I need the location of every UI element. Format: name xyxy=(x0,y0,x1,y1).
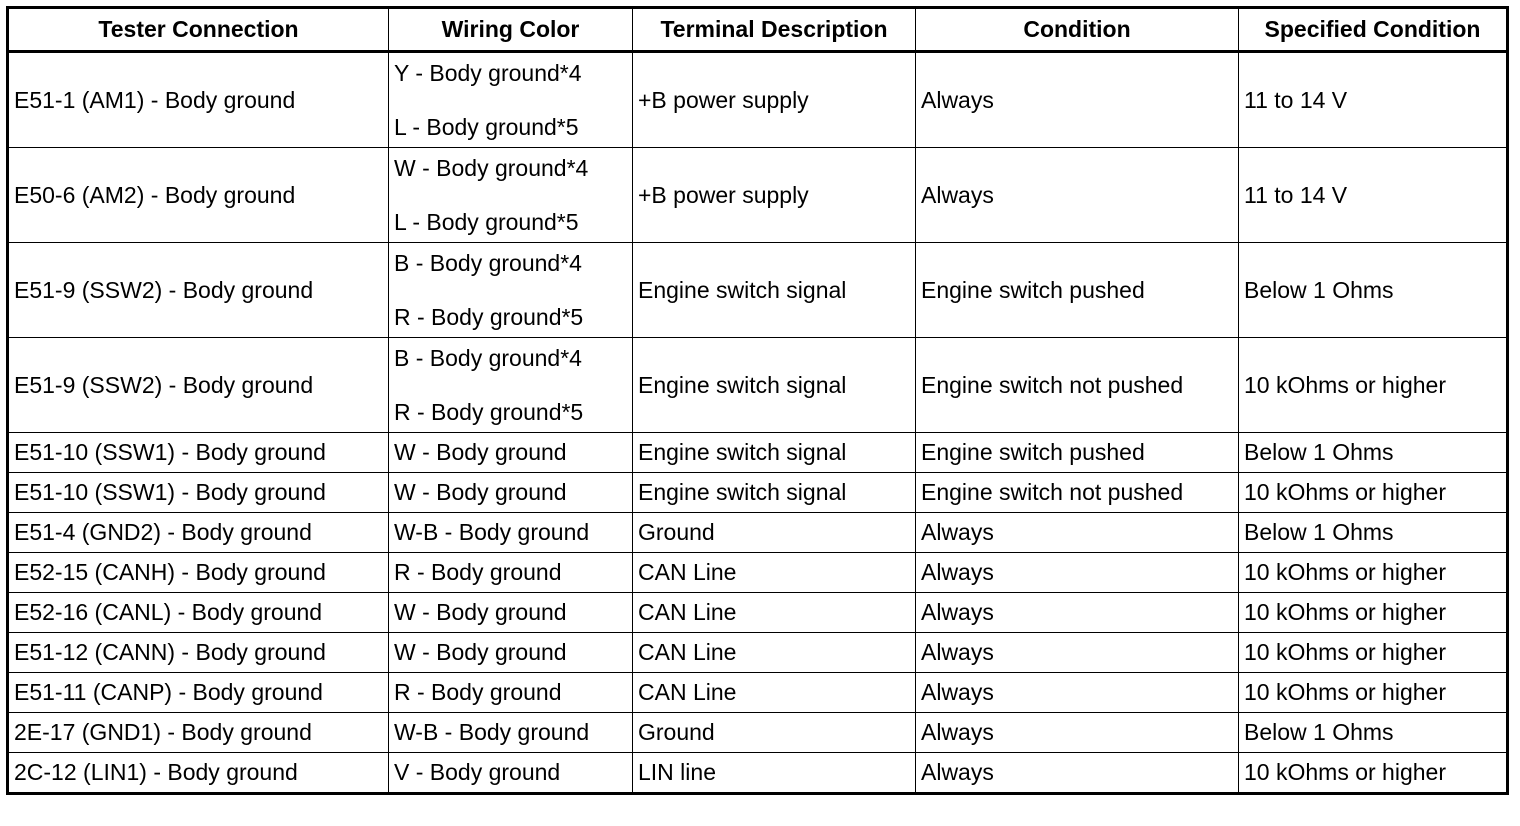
terminal-description-cell: CAN Line xyxy=(633,633,916,673)
header-condition: Condition xyxy=(916,8,1239,52)
wiring-color-cell xyxy=(389,473,633,513)
tester-connection-cell: 2E-17 (GND1) - Body ground xyxy=(8,713,389,753)
wiring-color-line: W - Body ground xyxy=(394,599,567,625)
terminal-description-cell: +B power supply xyxy=(633,148,916,243)
condition-cell: Engine switch not pushed xyxy=(916,473,1239,513)
wiring-color-line: W-B - Body ground xyxy=(394,519,590,545)
header-specified-condition: Specified Condition xyxy=(1239,8,1508,52)
table-row xyxy=(8,148,1508,243)
wiring-color-cell xyxy=(389,513,633,553)
terminal-description-cell: Engine switch signal xyxy=(633,433,916,473)
terminal-description-cell: LIN line xyxy=(633,753,916,794)
table-row xyxy=(8,243,1508,338)
condition-cell: Always xyxy=(916,593,1239,633)
header-row xyxy=(8,8,1508,52)
header-tester-connection: Tester Connection xyxy=(8,8,389,52)
wiring-color-line: R - Body ground xyxy=(394,679,562,705)
table-row xyxy=(8,52,1508,148)
specified-condition-cell: 10 kOhms or higher xyxy=(1239,673,1508,713)
specified-condition-cell: 11 to 14 V xyxy=(1239,52,1508,148)
wiring-color-line: W-B - Body ground xyxy=(394,719,590,745)
tester-connection-cell: E50-6 (AM2) - Body ground xyxy=(8,148,389,243)
wiring-color-line: W - Body ground xyxy=(394,639,567,665)
tester-connection-cell: E51-1 (AM1) - Body ground xyxy=(8,52,389,148)
specified-condition-cell: Below 1 Ohms xyxy=(1239,513,1508,553)
tester-connection-cell: E52-15 (CANH) - Body ground xyxy=(8,553,389,593)
wiring-color-line: L - Body ground*5 xyxy=(394,208,579,235)
condition-cell: Always xyxy=(916,673,1239,713)
condition-cell: Engine switch pushed xyxy=(916,433,1239,473)
condition-cell: Always xyxy=(916,52,1239,148)
specified-condition-cell: 10 kOhms or higher xyxy=(1239,338,1508,433)
table-row xyxy=(8,753,1508,794)
wiring-color-cell xyxy=(389,713,633,753)
specified-condition-cell: 10 kOhms or higher xyxy=(1239,553,1508,593)
condition-cell: Always xyxy=(916,513,1239,553)
tester-connection-cell: E51-10 (SSW1) - Body ground xyxy=(8,433,389,473)
wiring-color-cell xyxy=(389,338,633,433)
condition-cell: Engine switch not pushed xyxy=(916,338,1239,433)
header-terminal-description: Terminal Description xyxy=(633,8,916,52)
wiring-color-line: R - Body ground*5 xyxy=(394,398,584,425)
condition-cell: Always xyxy=(916,713,1239,753)
terminal-description-cell: Engine switch signal xyxy=(633,473,916,513)
wiring-color-cell xyxy=(389,433,633,473)
wiring-color-line: B - Body ground*4 xyxy=(394,344,582,371)
wiring-color-cell xyxy=(389,593,633,633)
specified-condition-cell: Below 1 Ohms xyxy=(1239,433,1508,473)
wiring-color-line: R - Body ground*5 xyxy=(394,303,584,330)
condition-cell: Always xyxy=(916,753,1239,794)
condition-cell: Always xyxy=(916,148,1239,243)
terminal-description-cell: CAN Line xyxy=(633,593,916,633)
tester-connection-cell: E51-11 (CANP) - Body ground xyxy=(8,673,389,713)
tester-connection-cell: E51-9 (SSW2) - Body ground xyxy=(8,338,389,433)
specified-condition-cell: 10 kOhms or higher xyxy=(1239,753,1508,794)
wiring-color-cell xyxy=(389,52,633,148)
wiring-color-line: W - Body ground*4 xyxy=(394,154,589,181)
table-row xyxy=(8,713,1508,753)
table-row xyxy=(8,513,1508,553)
wiring-color-cell xyxy=(389,148,633,243)
wiring-color-line: V - Body ground xyxy=(394,759,561,785)
wiring-color-line: W - Body ground xyxy=(394,479,567,505)
wiring-color-line: L - Body ground*5 xyxy=(394,113,579,140)
terminal-description-cell: Ground xyxy=(633,713,916,753)
wiring-color-cell xyxy=(389,243,633,338)
table-body xyxy=(8,52,1508,794)
table-row xyxy=(8,633,1508,673)
terminal-description-cell: Engine switch signal xyxy=(633,338,916,433)
wiring-color-line: B - Body ground*4 xyxy=(394,249,582,276)
table-row xyxy=(8,338,1508,433)
table-row xyxy=(8,673,1508,713)
table-row xyxy=(8,553,1508,593)
tester-connection-cell: E52-16 (CANL) - Body ground xyxy=(8,593,389,633)
wiring-color-line: Y - Body ground*4 xyxy=(394,59,582,86)
specified-condition-cell: Below 1 Ohms xyxy=(1239,243,1508,338)
specified-condition-cell: 10 kOhms or higher xyxy=(1239,633,1508,673)
terminal-description-cell: CAN Line xyxy=(633,673,916,713)
tester-connection-cell: E51-12 (CANN) - Body ground xyxy=(8,633,389,673)
terminal-description-cell: CAN Line xyxy=(633,553,916,593)
tester-connection-cell: 2C-12 (LIN1) - Body ground xyxy=(8,753,389,794)
wiring-color-line: W - Body ground xyxy=(394,439,567,465)
tester-connection-cell: E51-4 (GND2) - Body ground xyxy=(8,513,389,553)
terminal-description-cell: Engine switch signal xyxy=(633,243,916,338)
tester-connection-cell: E51-10 (SSW1) - Body ground xyxy=(8,473,389,513)
wiring-color-cell xyxy=(389,753,633,794)
terminal-description-cell: +B power supply xyxy=(633,52,916,148)
table-row xyxy=(8,433,1508,473)
wiring-color-cell xyxy=(389,633,633,673)
table-row xyxy=(8,473,1508,513)
condition-cell: Engine switch pushed xyxy=(916,243,1239,338)
specified-condition-cell: Below 1 Ohms xyxy=(1239,713,1508,753)
specification-table xyxy=(6,6,1509,795)
wiring-color-line: R - Body ground xyxy=(394,559,562,585)
condition-cell: Always xyxy=(916,553,1239,593)
wiring-color-cell xyxy=(389,553,633,593)
header-wiring-color: Wiring Color xyxy=(389,8,633,52)
table-row xyxy=(8,593,1508,633)
wiring-color-cell xyxy=(389,673,633,713)
condition-cell: Always xyxy=(916,633,1239,673)
tester-connection-cell: E51-9 (SSW2) - Body ground xyxy=(8,243,389,338)
specified-condition-cell: 11 to 14 V xyxy=(1239,148,1508,243)
specified-condition-cell: 10 kOhms or higher xyxy=(1239,593,1508,633)
terminal-description-cell: Ground xyxy=(633,513,916,553)
specified-condition-cell: 10 kOhms or higher xyxy=(1239,473,1508,513)
